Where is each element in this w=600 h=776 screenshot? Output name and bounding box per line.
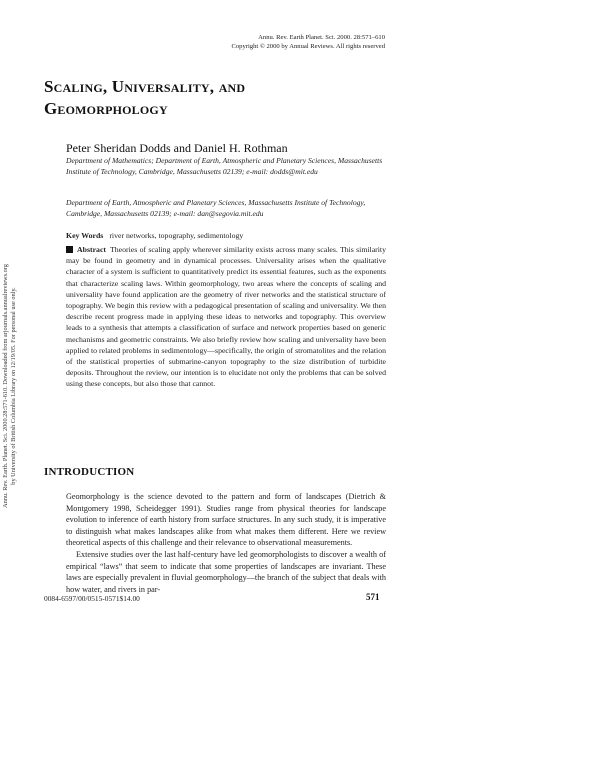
article-title <box>44 76 384 120</box>
paragraph: Extensive studies over the last half-century have led geomorphologists to discover a wealth of empirical “laws” that seem to indicate that some properties of landscapes are invariant. These laws are especially prevalent in fluvial geomorphology—the branch of the subject that deals with how water, and rivers in par- <box>66 549 386 594</box>
abstract-square-icon <box>66 246 73 253</box>
author-names: Peter Sheridan Dodds and Daniel H. Rothman <box>66 141 288 155</box>
page-number: 571 <box>366 592 380 602</box>
abstract <box>66 244 386 390</box>
paragraph: Geomorphology is the science devoted to the pattern and form of landscapes (Dietrich & Montgomery 1998, Scheidegger 1991). Studies range from physical theories for landscape evolution to inference of earth history from surface structures. In any such study, it is imperative to distinguish what makes landscapes alike from what makes them different. Here we review theoretical aspects of this challenge and their relevance to observational measurements. <box>66 492 386 548</box>
keywords-label: Key Words <box>66 231 104 240</box>
abstract-label: Abstract <box>77 245 107 254</box>
keywords <box>66 231 243 241</box>
journal-citation: Annu. Rev. Earth Planet. Sci. 2000. 28:571–610 <box>258 34 385 41</box>
issn-code: 0084-6597/00/0515-0571$14.00 <box>44 594 140 603</box>
section-heading-introduction: INTRODUCTION <box>44 466 135 478</box>
title-line-1: Scaling, Universality, and <box>44 77 246 96</box>
sidebar-line-1: Annu. Rev. Earth. Planet. Sci. 2000.28:571-610. Downloaded from arjournals.annualreviews.org <box>2 264 9 508</box>
introduction-body <box>66 491 386 595</box>
download-sidebar <box>2 216 16 556</box>
keywords-text: river networks, topography, sedimentology <box>109 231 244 240</box>
running-header <box>185 33 385 51</box>
affiliation-1: Department of Mathematics; Department of Earth, Atmospheric and Planetary Sciences, Massachusetts Institute of Technology, Cambridge, Massachusetts 02139; e-mail: dodds@mit.edu <box>66 156 383 176</box>
title-line-2: Geomorphology <box>44 99 168 118</box>
copyright-notice: Copyright © 2000 by Annual Reviews. All rights reserved <box>231 43 385 50</box>
affiliation-2: Department of Earth, Atmospheric and Planetary Sciences, Massachusetts Institute of Technology, Cambridge, Massachusetts 02139; e-mail: dan@segovia.mit.edu <box>66 198 366 218</box>
abstract-text: Theories of scaling apply wherever similarity exists across many scales. This similarity may be found in geometry and in dynamical processes. Universality arises when the qualitative character of a system is sufficient to quantitatively predict its essential features, such as the exponents that characterize scaling laws. Within geomorphology, two areas where the concepts of scaling and universality have found application are the geometry of river networks and the statistical structure of topography. We begin this review with a pedagogical presentation of scaling and universality. We then describe recent progress made in applying these ideas to networks and topography. This overview leads to a synthesis that attempts a classification of surface and network properties based on generic mechanisms and geometric constraints. We also briefly review how scaling and universality have been applied to related problems in sedimentology—specifically, the origin of stromatolites and the relation of the statistical properties of submarine-canyon topography to the size distribution of turbidite deposits. Throughout the review, our intention is to elucidate not only the problems that can be solved using these concepts, but also those that cannot. <box>66 245 386 389</box>
sidebar-line-2: by University of British Columbia Library on 12/19/05. For personal use only. <box>10 287 18 485</box>
